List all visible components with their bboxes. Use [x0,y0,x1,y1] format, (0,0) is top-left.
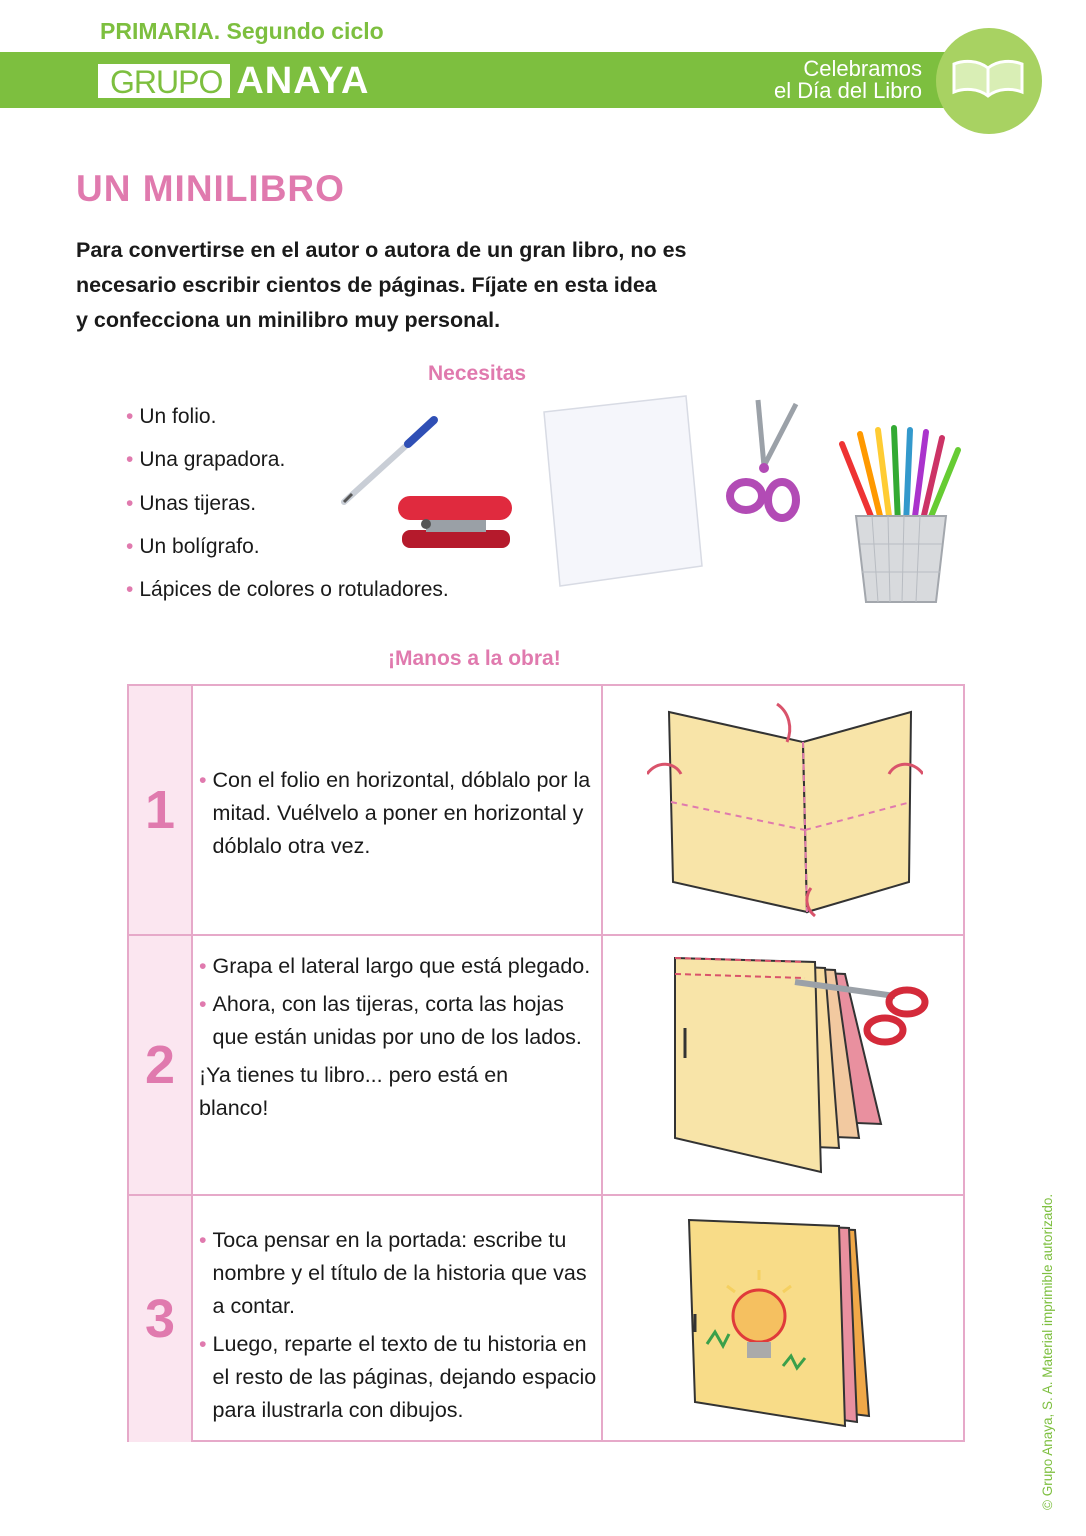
step-illustration [605,936,963,1194]
step-row-1 [129,686,963,936]
logo-part2: ANAYA [236,60,370,102]
minibook-cover-illustration [685,1216,885,1430]
stapled-book-illustration [645,948,935,1184]
copyright-note: © Grupo Anaya, S. A. Material imprimible autorizado. [1040,1193,1055,1510]
steps-heading: ¡Manos a la obra! [388,647,561,670]
stapler-image [396,490,518,560]
steps-table [127,684,965,1442]
step-bullet: • Ahora, con las tijeras, corta las hojas que están unidas por uno de los lados. [199,992,582,1049]
level-label: PRIMARIA. Segundo ciclo [100,18,384,44]
event-badge [936,28,1042,134]
publisher-logo [98,60,370,102]
open-book-icon [950,56,1026,102]
step-bullet: • Toca pensar en la portada: escribe tu nombre y el título de la historia que vas a contar. [199,1228,587,1318]
list-item: • Una grapadora. [126,448,286,472]
scissors-image [724,396,804,530]
step-text [193,686,603,934]
step-number: 3 [129,1196,193,1442]
step-row-3 [129,1196,963,1442]
list-item: • Unas tijeras. [126,491,257,515]
logo-part1: GRUPO [98,64,230,98]
intro-text [76,233,756,338]
step-note: ¡Ya tienes tu libro... pero está en blanco! [199,1063,509,1120]
list-item: • Un folio. [126,405,217,428]
event-title [774,58,922,102]
list-item: • Un bolígrafo. [126,534,260,558]
step-illustration [605,686,963,934]
page-title: UN MINILIBRO [76,168,345,209]
event-line2: el Día del Libro [774,78,922,103]
pencil-cup-image [834,424,968,608]
step-illustration [605,1196,963,1442]
materials-heading: Necesitas [428,362,527,385]
step-number: 2 [129,936,193,1194]
event-line1: Celebramos [803,56,922,81]
paper-sheet-image [536,390,708,594]
intro-line-1: Para convertirse en el autor o autora de un gran libro, no es [76,238,687,262]
step-row-2 [129,936,963,1196]
list-item: • Lápices de colores o rotuladores. [126,578,449,602]
folded-paper-illustration [647,702,923,922]
intro-line-3: y confecciona un minilibro muy personal. [76,308,501,332]
step-text [193,1196,603,1442]
step-text [193,936,603,1194]
step-bullet: • Luego, reparte el texto de tu historia en el resto de las páginas, dejando espacio para ilustrarla con dibujos. [199,1332,597,1422]
intro-line-2: necesario escribir cientos de páginas. Fíjate en esta idea [76,273,657,297]
step-bullet: • Con el folio en horizontal, dóblalo por la mitad. Vuélvelo a poner en horizontal y dóblalo otra vez. [199,768,591,858]
step-bullet: • Grapa el lateral largo que está plegado. [199,954,591,978]
step-number: 1 [129,686,193,934]
